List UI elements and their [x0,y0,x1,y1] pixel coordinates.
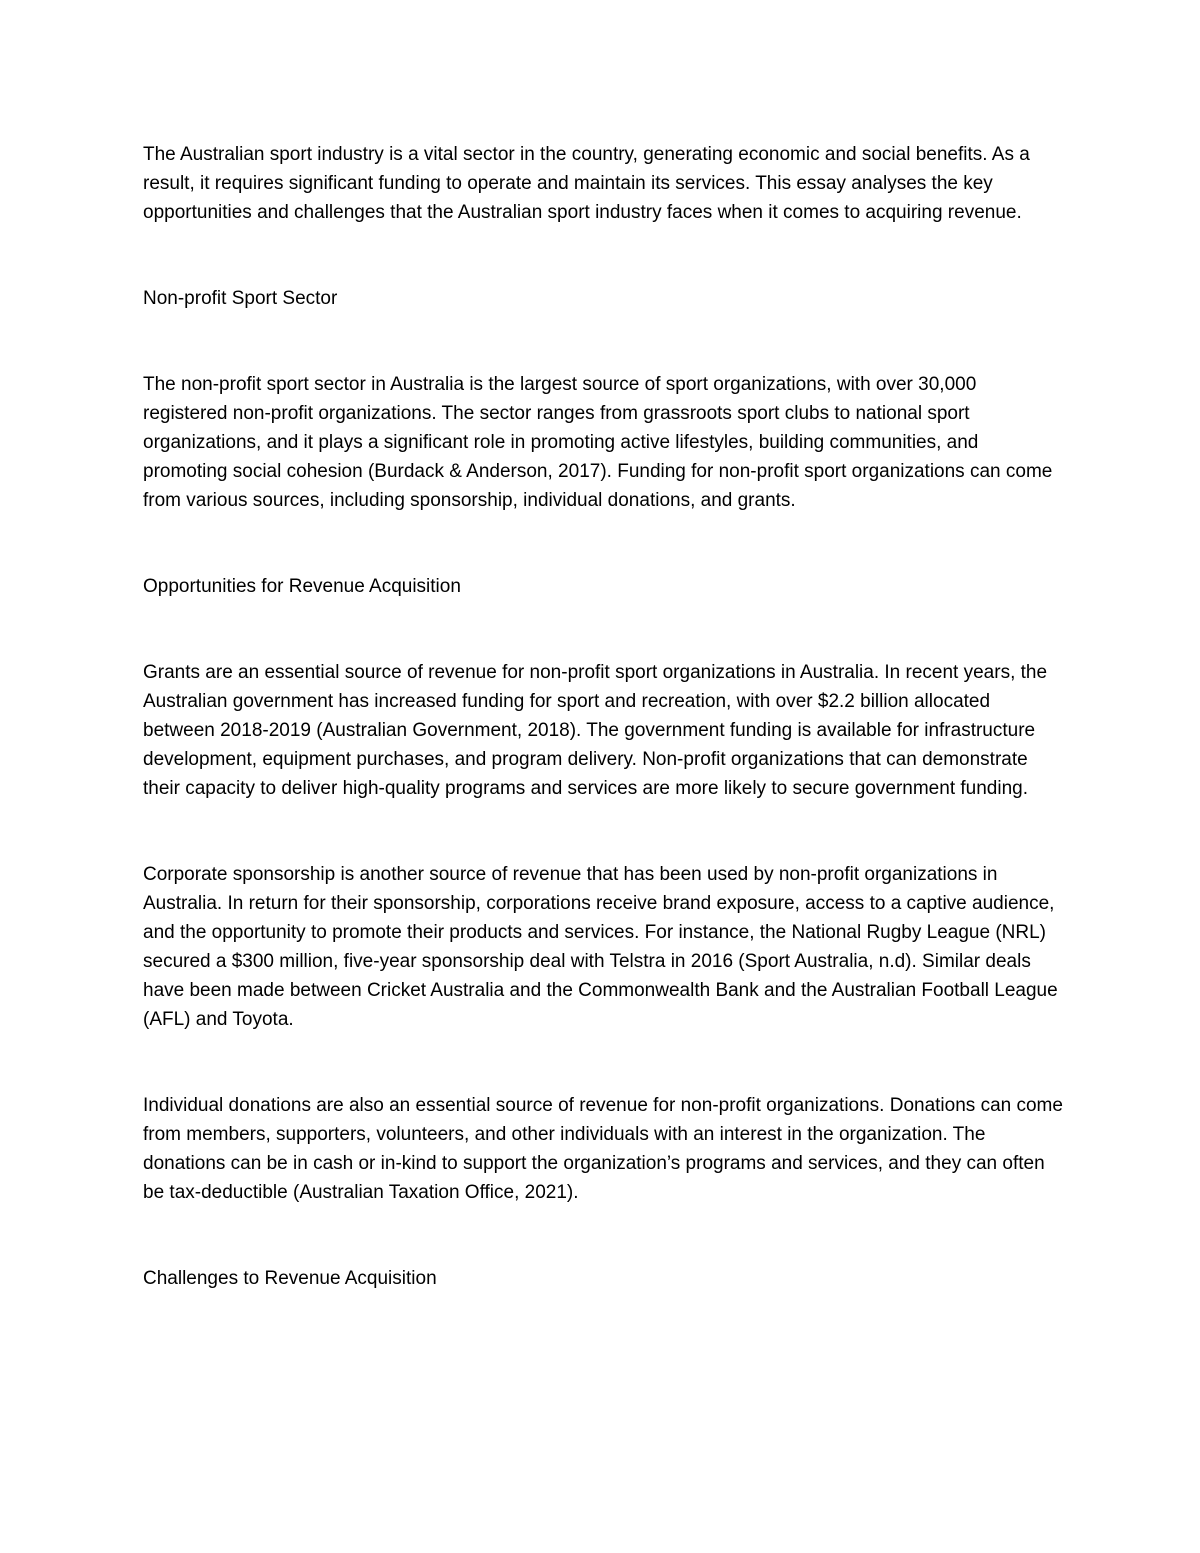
section-heading-opportunities: Opportunities for Revenue Acquisition [143,576,461,597]
grants-paragraph: Grants are an essential source of revenue for non-profit sport organizations in Australia. In recent years, the Australian government has increased funding for sport and recreation, with over $2.2 billion allocated between 2018-2019 (Australian Government, 2018). The government funding is available for infrastructure development, equipment purchases, and program delivery. Non-profit organizations that can demonstrate their capacity to deliver high-quality programs and services are more likely to secure government funding. [143,662,1048,799]
intro-paragraph: The Australian sport industry is a vital sector in the country, generating economic and social benefits. As a result, it requires significant funding to operate and maintain its services. This essay analyses the key opportunities and challenges that the Australian sport industry faces when it comes to acquiring revenue. [143,144,1030,223]
donations-paragraph: Individual donations are also an essential source of revenue for non-profit organizations. Donations can come from members, supporters, volunteers, and other individuals with an interest in the organization. The donations can be in cash or in-kind to support the organization’s programs and services, and they can often be tax-deductible (Australian Taxation Office, 2021). [143,1095,1063,1203]
section-heading-challenges: Challenges to Revenue Acquisition [143,1268,437,1289]
document-body [143,140,1063,1350]
nonprofit-paragraph: The non-profit sport sector in Australia is the largest source of sport organizations, with over 30,000 registered non-profit organizations. The sector ranges from grassroots sport clubs to national sport organizations, and it plays a significant role in promoting active lifestyles, building communities, and promoting social cohesion (Burdack & Anderson, 2017). Funding for non-profit sport organizations can come from various sources, including sponsorship, individual donations, and grants. [143,374,1053,511]
sponsorship-paragraph: Corporate sponsorship is another source of revenue that has been used by non-profit organizations in Australia. In return for their sponsorship, corporations receive brand exposure, access to a captive audience, and the opportunity to promote their products and services. For instance, the National Rugby League (NRL) secured a $300 million, five-year sponsorship deal with Telstra in 2016 (Sport Australia, n.d). Similar deals have been made between Cricket Australia and the Commonwealth Bank and the Australian Football League (AFL) and Toyota. [143,864,1058,1030]
section-heading-nonprofit: Non-profit Sport Sector [143,288,338,309]
